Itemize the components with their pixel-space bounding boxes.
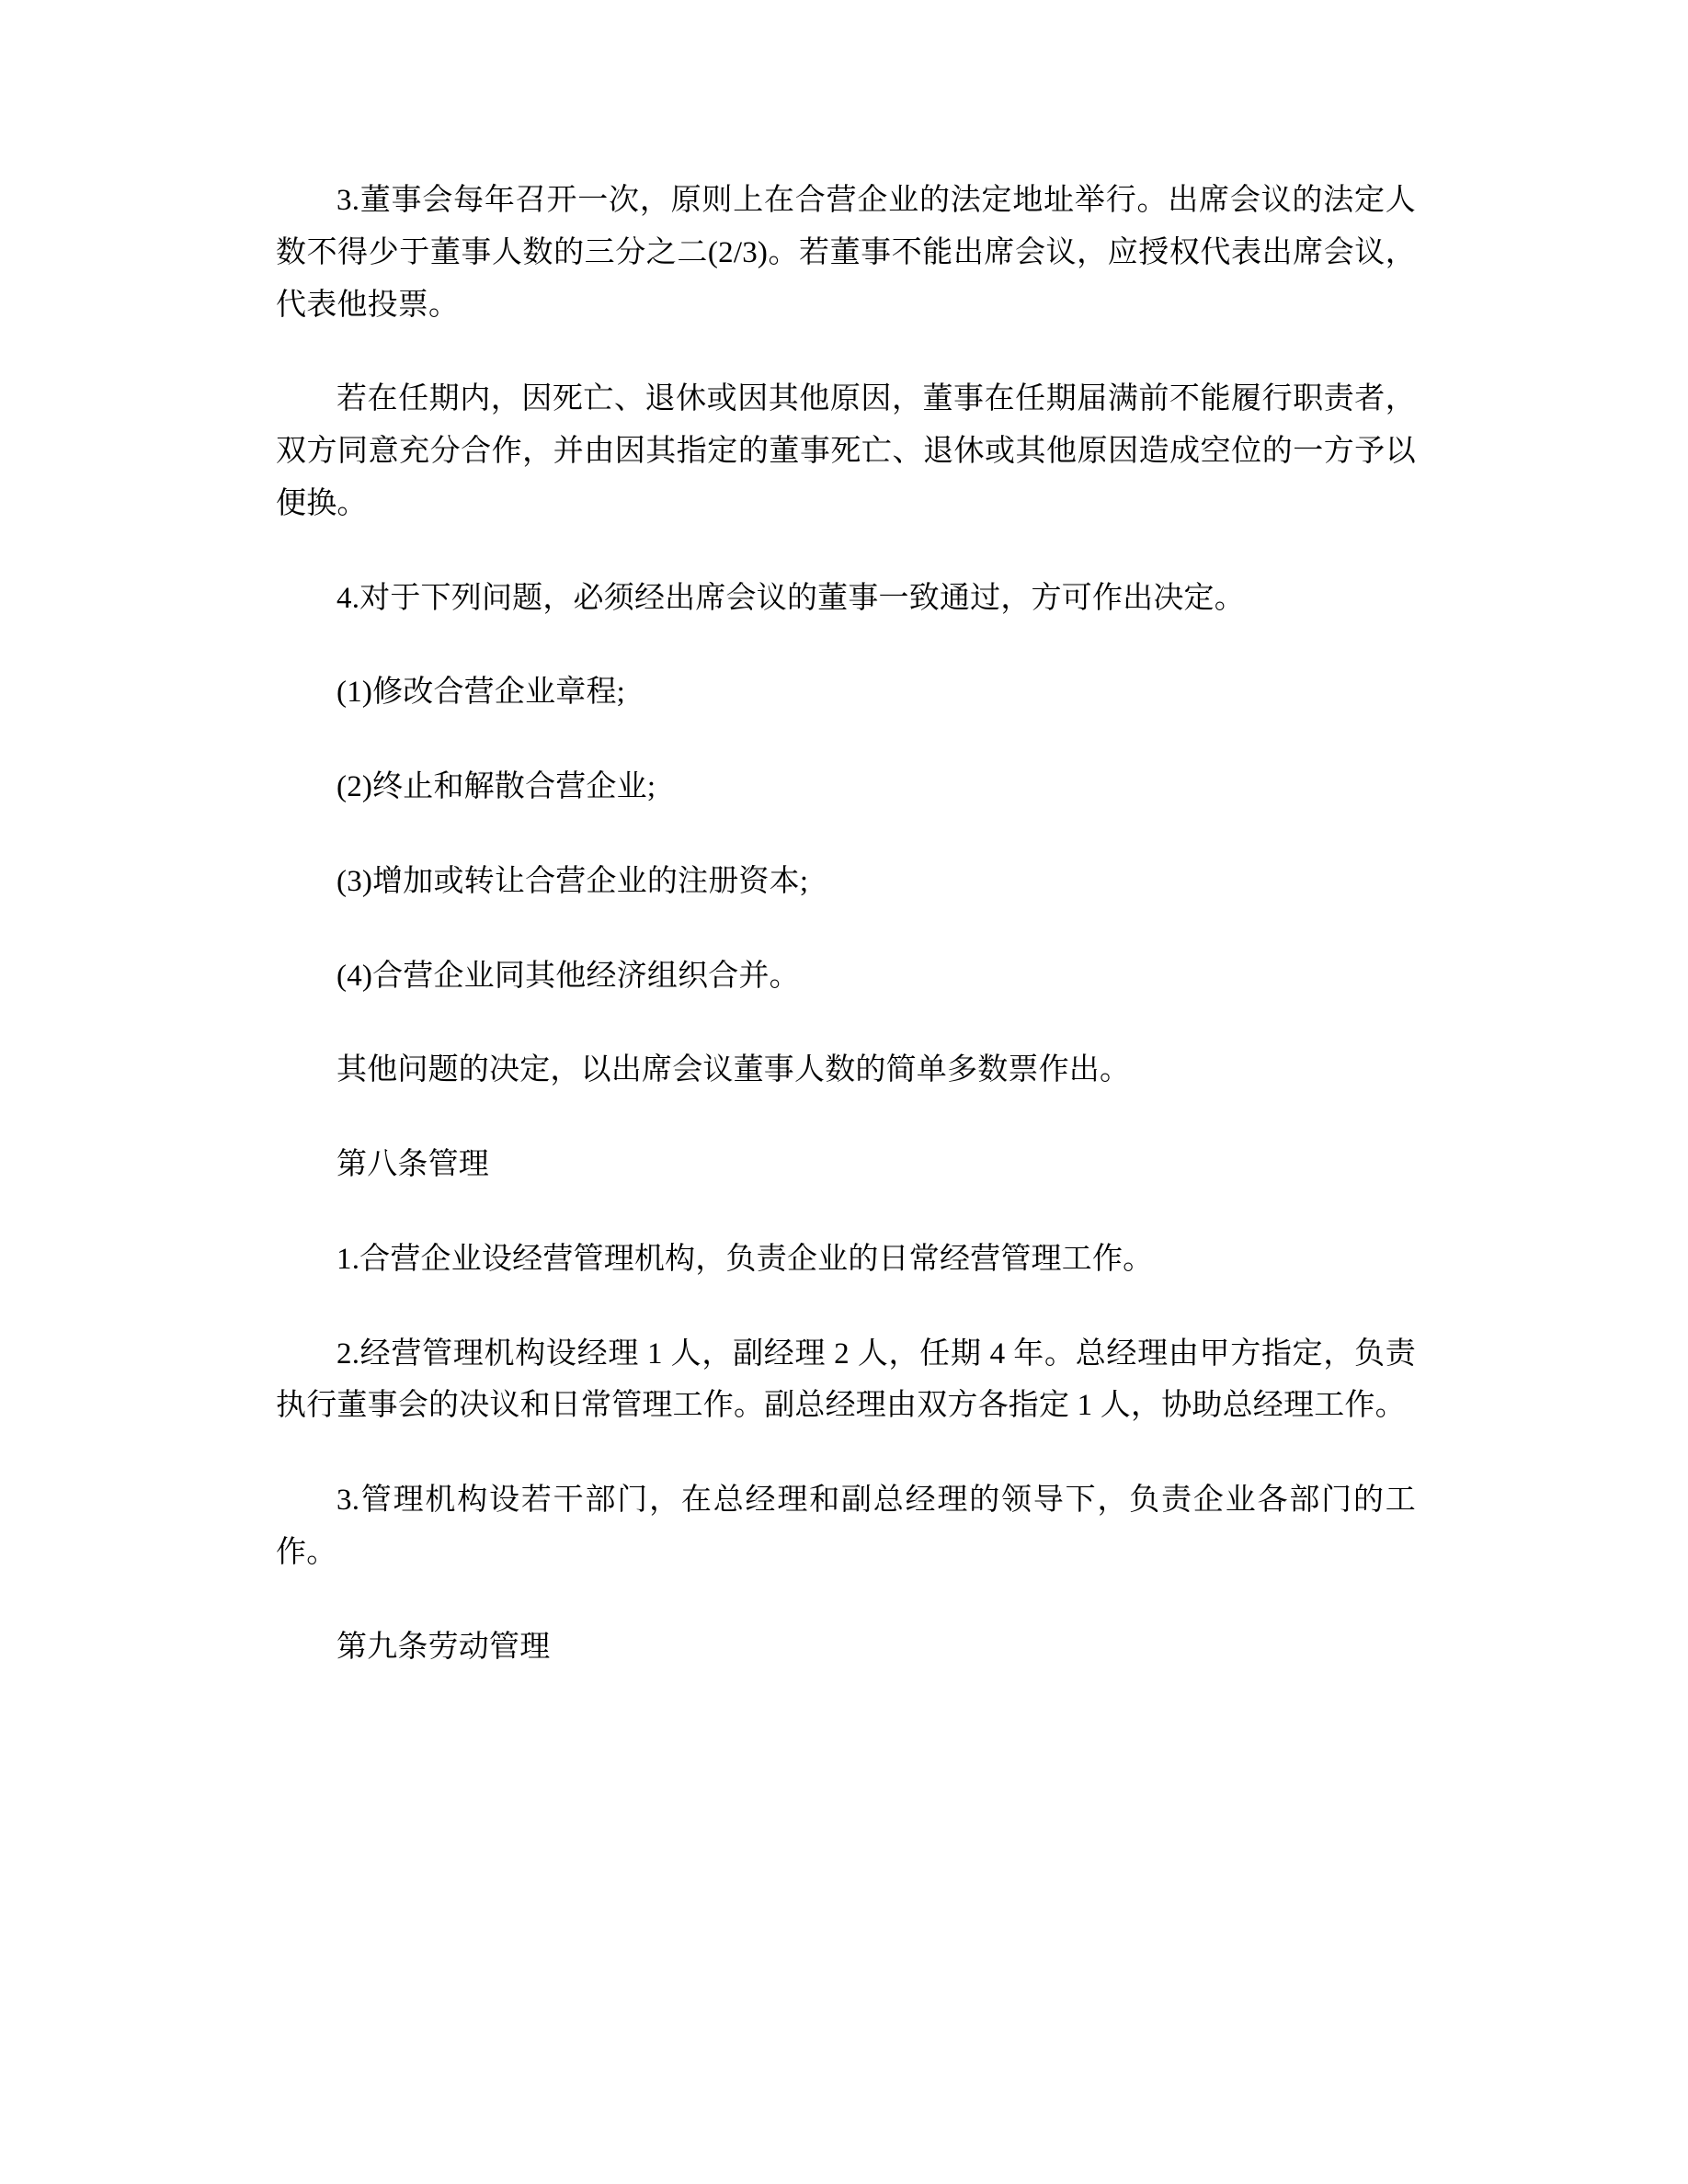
paragraph-director-vacancy: 若在任期内，因死亡、退休或因其他原因，董事在任期届满前不能履行职责者，双方同意充分合作，并由因其指定的董事死亡、退休或其他原因造成空位的一方予以便换。	[276, 382, 1416, 520]
paragraph-unanimous-matters-intro: 4.对于下列问题，必须经出席会议的董事一致通过，方可作出决定。	[336, 581, 1245, 615]
heading-article-nine: 第九条劳动管理	[336, 1630, 551, 1664]
list-item-amend-articles: (1)修改合营企业章程;	[336, 676, 626, 710]
paragraph-management-1: 1.合营企业设经营管理机构，负责企业的日常经营管理工作。	[336, 1242, 1154, 1276]
heading-article-eight: 第八条管理	[336, 1148, 489, 1181]
document-body	[276, 175, 1416, 1673]
paragraph-management-2: 2.经营管理机构设经理 1 人，副经理 2 人，任期 4 年。总经理由甲方指定，负责执行董事会的决议和日常管理工作。副总经理由双方各指定 1 人，协助总经理工作。	[276, 1337, 1416, 1423]
list-item-registered-capital: (3)增加或转让合营企业的注册资本;	[336, 864, 809, 898]
paragraph-other-matters: 其他问题的决定，以出席会议董事人数的简单多数票作出。	[336, 1053, 1131, 1087]
list-item-merger: (4)合营企业同其他经济组织合并。	[336, 959, 800, 993]
paragraph-management-3: 3.管理机构设若干部门，在总经理和副总经理的领导下，负责企业各部门的工作。	[276, 1484, 1416, 1569]
paragraph-board-meeting-frequency: 3.董事会每年召开一次，原则上在合营企业的法定地址举行。出席会议的法定人数不得少于董事人数的三分之二(2/3)。若董事不能出席会议，应授权代表出席会议，代表他投票。	[276, 184, 1416, 322]
list-item-terminate-dissolve: (2)终止和解散合营企业;	[336, 770, 656, 803]
